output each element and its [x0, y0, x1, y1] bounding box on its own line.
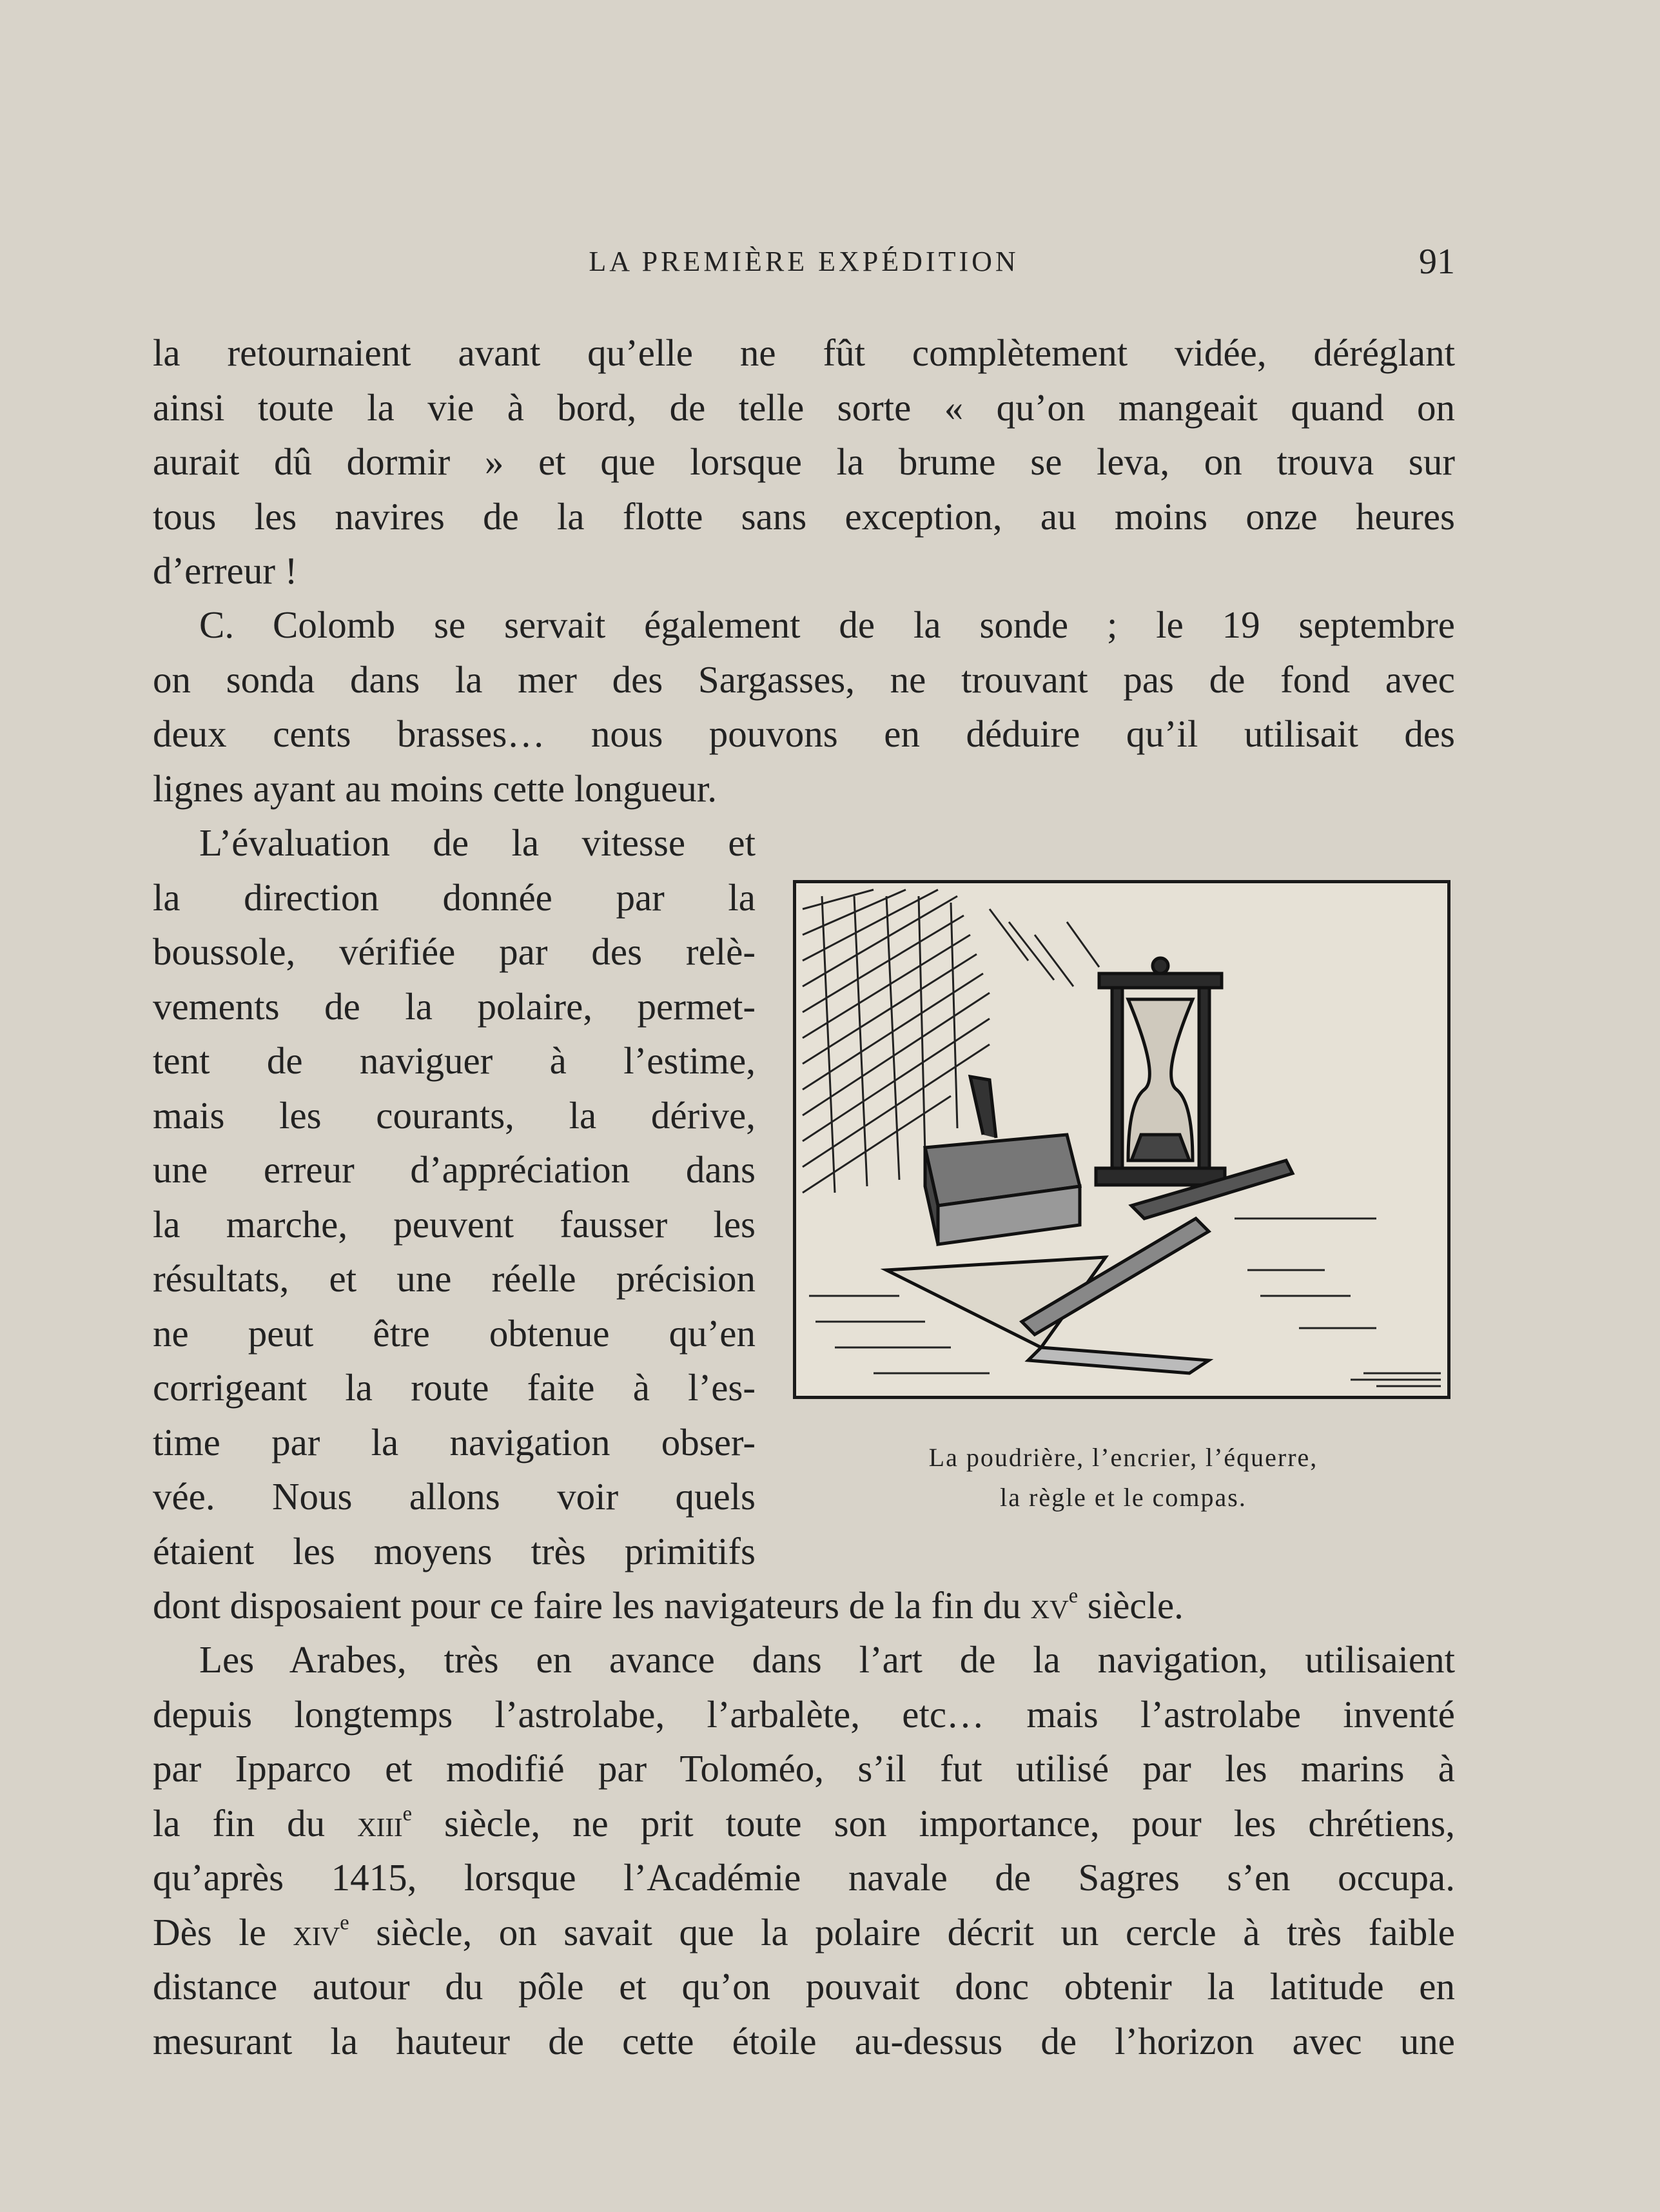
running-head: [153, 242, 1455, 284]
text-line: on sonda dans la mer des Sargasses, ne trouvant pas de fond avec: [153, 658, 1455, 701]
text-line: deux cents brasses… nous pouvons en déduire qu’il utilisait des: [153, 712, 1455, 755]
caption-line: la règle et le compas.: [1000, 1483, 1247, 1512]
illustration-drawing: [796, 883, 1447, 1396]
text-line: d’erreur !: [153, 549, 298, 592]
page-number: 91: [1419, 242, 1455, 282]
text-line: ainsi toute la vie à bord, de telle sorte « qu’on mangeait quand on: [153, 386, 1455, 429]
text-line: ne peut être obtenue qu’en: [153, 1311, 756, 1355]
inkwell: [925, 1077, 1080, 1244]
text-line: vements de la polaire, permet-: [153, 984, 756, 1028]
text-line: distance autour du pôle et qu’on pouvait donc obtenir la latitude en: [153, 1965, 1455, 2008]
superscript: e: [402, 1802, 413, 1826]
text-fragment: siècle, on savait que la polaire décrit un cercle à très faible: [349, 1910, 1455, 1953]
figure-caption: [793, 1438, 1454, 1518]
text-line: [153, 1905, 1455, 1960]
text-line: boussole, vérifiée par des relè-: [153, 930, 756, 973]
text-fragment: dont disposaient pour ce faire les navigateurs de la fin du: [153, 1584, 1031, 1627]
superscript: e: [340, 1911, 349, 1935]
text-line: mais les courants, la dérive,: [153, 1093, 756, 1137]
text-line: qu’après 1415, lorsque l’Académie navale de Sagres s’en occupa.: [153, 1856, 1455, 1899]
text-line: tous les navires de la flotte sans exception, au moins onze heures: [153, 494, 1455, 538]
text-fragment: siècle, ne prit toute son importance, pour les chrétiens,: [412, 1801, 1455, 1845]
text-line: L’évaluation de la vitesse et: [199, 821, 756, 864]
paragraph-3-end: [153, 1578, 1455, 1633]
text-line: mesurant la hauteur de cette étoile au-dessus de l’horizon avec une: [153, 2019, 1455, 2062]
text-line: C. Colomb se servait également de la sonde ; le 19 septembre: [199, 603, 1455, 646]
text-line: corrigeant la route faite à l’es-: [153, 1366, 756, 1409]
caption-line: La poudrière, l’encrier, l’équerre,: [928, 1443, 1318, 1472]
text-line: la direction donnée par la: [153, 876, 756, 919]
century-numeral: xv: [1030, 1584, 1069, 1627]
text-line: depuis longtemps l’astrolabe, l’arbalète, etc… mais l’astrolabe inventé: [153, 1692, 1455, 1736]
chapter-title: LA PREMIÈRE EXPÉDITION: [589, 246, 1019, 277]
text-line: vée. Nous allons voir quels: [153, 1475, 756, 1518]
hourglass: [1096, 958, 1225, 1185]
text-line: résultats, et une réelle précision: [153, 1257, 756, 1300]
century-numeral: xiv: [293, 1910, 340, 1953]
text-line: la marche, peuvent fausser les: [153, 1202, 756, 1246]
text-line: étaient les moyens très primitifs: [153, 1529, 756, 1572]
text-line: aurait dû dormir » et que lorsque la brume se leva, on trouva sur: [153, 440, 1455, 483]
text-fragment: siècle.: [1078, 1584, 1184, 1627]
text-line: tent de naviguer à l’estime,: [153, 1039, 756, 1082]
text-line: une erreur d’appréciation dans: [153, 1148, 756, 1191]
superscript: e: [1068, 1584, 1079, 1608]
paragraph-4: [153, 1632, 1455, 2068]
text-line: [153, 1796, 1455, 1851]
text-line: [153, 1578, 1455, 1633]
paragraph-3-wrapped: [153, 816, 756, 1578]
text-line: la retournaient avant qu’elle ne fût complètement vidée, déréglant: [153, 331, 1455, 374]
paragraph-1: [153, 326, 1455, 598]
text-fragment: Dès le: [153, 1910, 293, 1953]
paragraph-2: [153, 598, 1455, 816]
text-line: lignes ayant au moins cette longueur.: [153, 767, 717, 810]
text-line: time par la navigation obser-: [153, 1420, 756, 1463]
century-numeral: xiii: [357, 1801, 403, 1845]
text-fragment: la fin du: [153, 1801, 358, 1845]
text-line: Les Arabes, très en avance dans l’art de la navigation, utilisaient: [199, 1638, 1455, 1681]
text-line: par Ipparco et modifié par Toloméo, s’il fut utilisé par les marins à: [153, 1747, 1455, 1790]
illustration-navigation-tools: [793, 880, 1450, 1399]
